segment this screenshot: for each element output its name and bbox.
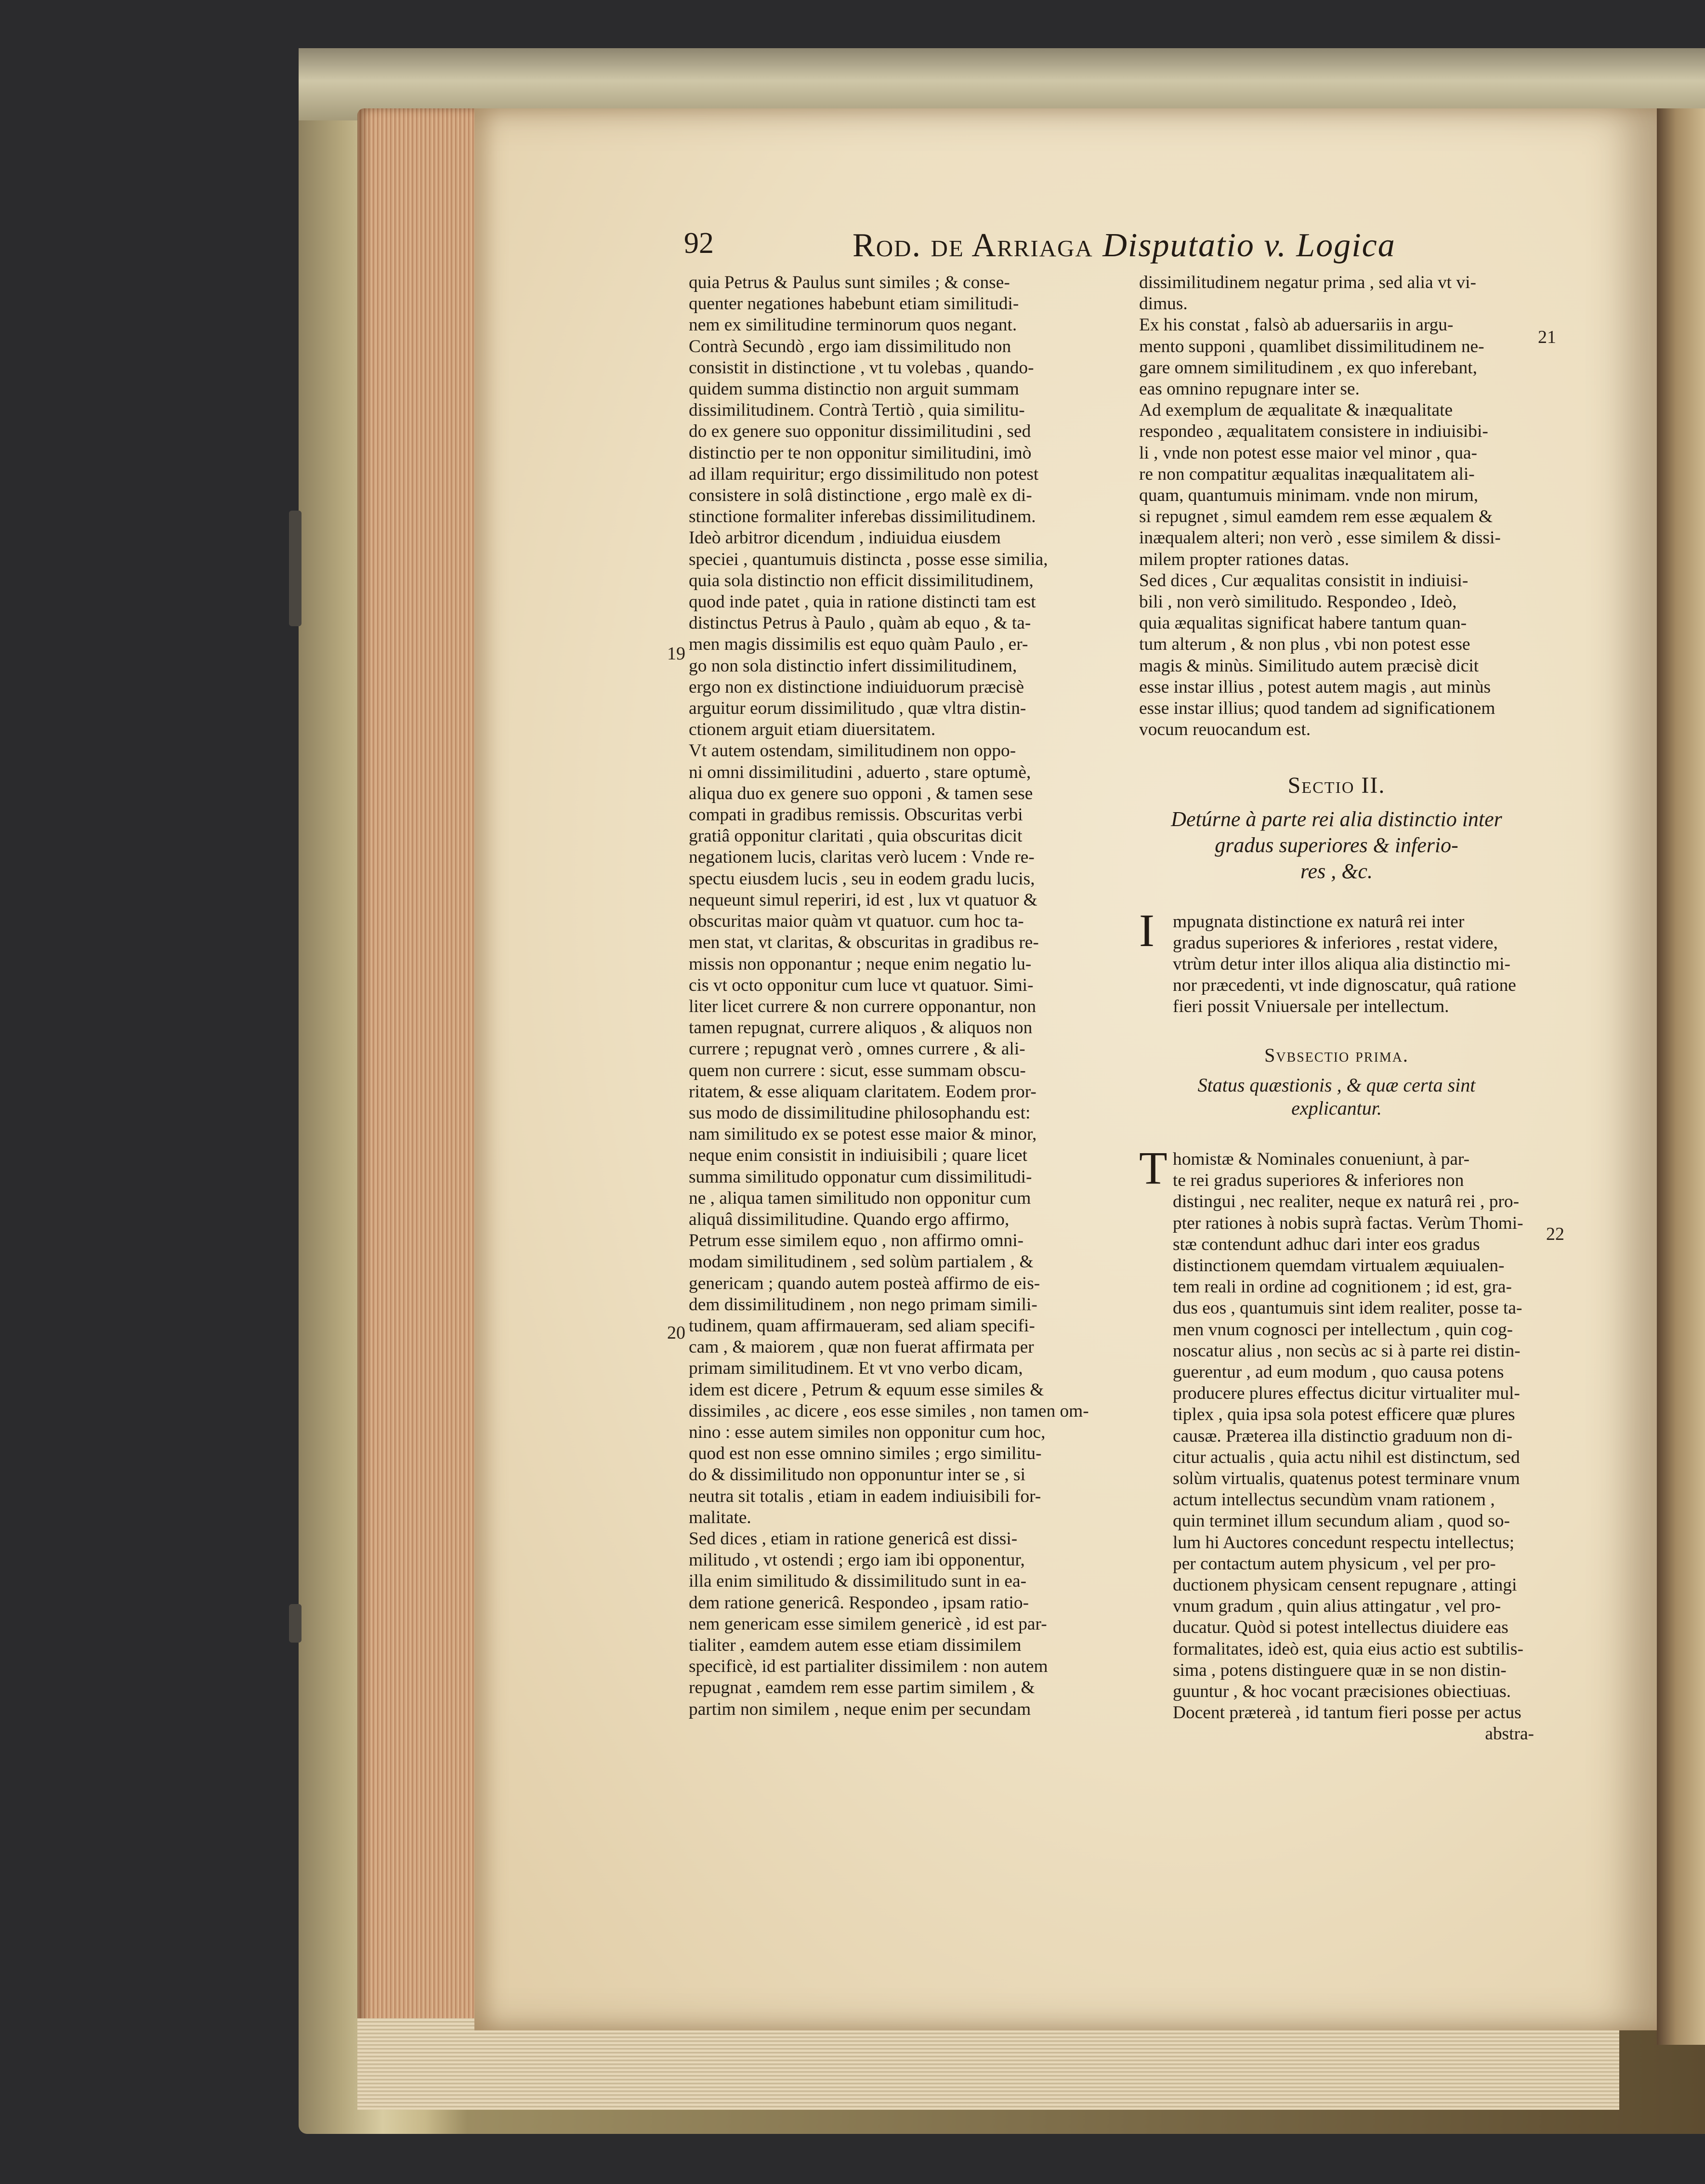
text-line: ductionem physicam censent repugnare , attingi — [1173, 1575, 1517, 1595]
text-line: dus eos , quantumuis sint idem realiter, posse ta- — [1173, 1298, 1522, 1318]
text-line: tialiter , eamdem autem esse etiam dissimilem — [689, 1635, 1022, 1655]
text-line: gradus superiores & inferio- — [1215, 833, 1458, 857]
text-line: nino : esse autem similes non opponitur cum hoc, — [689, 1422, 1046, 1442]
text-line: Ideò arbitror dicendum , indiuidua eiusdem — [689, 528, 1001, 548]
text-line: genericam ; quando autem posteà affirmo de eis- — [689, 1273, 1040, 1293]
text-line: negationem lucis, claritas verò lucem : Vnde re- — [689, 847, 1035, 868]
text-line: mento supponi , quamlibet dissimilitudinem ne- — [1139, 336, 1484, 356]
text-line: speciei , quantumuis distincta , posse esse similia, — [689, 549, 1048, 569]
text-line: Contrà Secundò , ergo iam dissimilitudo non — [689, 336, 1011, 356]
text-line: liter licet currere & non currere opponantur, non — [689, 996, 1036, 1016]
text-line: quam, quantumuis minimam. vnde non mirum, — [1139, 486, 1479, 506]
text-line: noscatur alius , non secùs ac si à parte rei distin- — [1173, 1341, 1521, 1361]
text-line: nor præcedenti, vt inde dignoscatur, quâ ratione — [1173, 975, 1516, 996]
impugnata-lines — [1173, 911, 1534, 1018]
text-line: quia Petrus & Paulus sunt similes ; & conse- — [689, 273, 1010, 292]
text-line: neutra sit totalis , etiam in eadem indiuisibili for- — [689, 1486, 1041, 1506]
text-line: magis & minùs. Similitudo autem præcisè dicit — [1139, 656, 1479, 676]
text-line: nam similitudo ex se potest esse maior & minor, — [689, 1124, 1037, 1145]
text-line: explicantur. — [1291, 1097, 1382, 1119]
text-line: primam similitudinem. Et vt vno verbo dicam, — [689, 1358, 1023, 1379]
text-line: Petrum esse similem equo , non affirmo omni- — [689, 1231, 1024, 1251]
text-line: nequeunt simul reperiri, id est , lux vt quatuor & — [689, 890, 1037, 910]
text-line: sima , potens distinguere quæ in se non distin- — [1173, 1660, 1507, 1680]
text-line: actum intellectus secundùm vnam rationem , — [1173, 1490, 1495, 1510]
text-line: nem genericam esse similem genericè , id est par- — [689, 1614, 1047, 1634]
text-line: ctionem arguit etiam diuersitatem. — [689, 720, 936, 740]
text-line: Docent prætereà , id tantum fieri posse per actus — [1173, 1703, 1521, 1723]
text-line: sus modo de dissimilitudine philosophandu est: — [689, 1103, 1031, 1123]
text-line: malitate. — [689, 1507, 751, 1527]
text-line: cis vt octo opponitur cum luce vt quatuor. Simi- — [689, 975, 1034, 995]
section-subtitle — [1139, 806, 1534, 884]
text-line: quia sola distinctio non efficit dissimilitudinem, — [689, 570, 1034, 591]
text-line: modam similitudinem , sed solùm partialem , & — [689, 1252, 1034, 1272]
text-line: tamen repugnat, currere aliquos , & aliquos non — [689, 1018, 1033, 1038]
text-line: ad illam requiritur; ergo dissimilitudo non potest — [689, 464, 1039, 484]
text-line: nem ex similitudine terminorum quos negant. — [689, 315, 1017, 335]
text-line: mpugnata distinctione ex naturâ rei inter — [1173, 911, 1465, 932]
text-line: esse instar illius , potest autem magis , aut minùs — [1139, 677, 1491, 697]
margin-number-21: 21 — [1538, 327, 1556, 347]
left-column — [689, 272, 1129, 1720]
text-line: Sed dices , Cur æqualitas consistit in indiuisi- — [1139, 570, 1469, 591]
text-line: lum hi Auctores concedunt respectu intellectus; — [1173, 1532, 1515, 1552]
text-line: do & dissimilitudo non opponuntur inter se , si — [689, 1465, 1025, 1485]
text-line: men magis dissimilis est equo quàm Paulo , er- — [689, 634, 1028, 655]
text-line: fieri possit Vniuersale per intellectum. — [1173, 997, 1449, 1017]
thomistae-lines — [1173, 1149, 1534, 1724]
text-line: dissimilitudinem negatur prima , sed alia vt vi- — [1139, 273, 1476, 292]
text-line: consistere in solâ distinctione , ergo malè ex di- — [689, 486, 1032, 506]
text-line: ergo non ex distinctione indiuiduorum præcisè — [689, 677, 1024, 697]
text-line: tiplex , quia ipsa sola potest efficere quæ plures — [1173, 1405, 1515, 1425]
text-line: quem non currere : sicut, esse summam obscu- — [689, 1060, 1026, 1080]
text-line: dem dissimilitudinem , non nego primam simili- — [689, 1294, 1037, 1315]
text-line: repugnat , eamdem rem esse partim similem , & — [689, 1678, 1035, 1698]
text-line: stinctione formaliter inferebas dissimilitudinem. — [689, 507, 1036, 527]
text-line: ducatur. Quòd si potest intellectus diuidere eas — [1173, 1618, 1508, 1638]
subsection-subtitle — [1139, 1074, 1534, 1120]
text-line: Ex his constat , falsò ab aduersariis in argu- — [1139, 315, 1454, 335]
dropcap-t: T — [1139, 1142, 1167, 1194]
text-line: Vt autem ostendam, similitudinem non oppo- — [689, 741, 1016, 761]
text-line: militudo , vt ostendi ; ergo iam ibi opponentur, — [689, 1550, 1025, 1570]
catchword: abstra- — [1485, 1724, 1534, 1744]
text-line: consistit in distinctione , vt tu volebas , quando- — [689, 357, 1034, 378]
text-line: causæ. Præterea illa distinctio graduum non di- — [1173, 1426, 1513, 1446]
text-line: li , vnde non potest esse maior vel minor , qua- — [1139, 443, 1477, 463]
page-number: 92 — [684, 227, 714, 260]
text-line: homistæ & Nominales conueniunt, à par- — [1173, 1149, 1470, 1169]
text-line: Sed dices , etiam in ratione genericâ est dissi- — [689, 1528, 1018, 1549]
text-line: do ex genere suo opponitur dissimilitudini , sed — [689, 421, 1031, 442]
text-line: stæ contendunt adhuc dari inter eos gradus — [1173, 1234, 1480, 1254]
margin-number-22: 22 — [1546, 1224, 1564, 1244]
text-line: tudinem, quam affirmaueram, sed aliam specifi- — [689, 1316, 1035, 1336]
section-title: Sectio II. — [1287, 773, 1386, 799]
running-title-work: Disputatio v. Logica — [1102, 227, 1396, 264]
text-line: summa similitudo opponatur cum dissimilitudi- — [689, 1167, 1032, 1187]
text-line: si repugnet , simul eamdem rem esse æqualem & — [1139, 507, 1493, 527]
text-line: quenter negationes habebunt etiam similitudi- — [689, 294, 1019, 314]
text-line: solùm virtualis, quatenus potest terminare vnum — [1173, 1468, 1520, 1488]
text-line: gradus superiores & inferiores , restat videre, — [1173, 933, 1498, 953]
text-line: obscuritas maior quàm vt quatuor. cum hoc ta- — [689, 911, 1024, 932]
text-line: dimus. — [1139, 294, 1188, 314]
text-line: cam , & maiorem , quæ non fuerat affirmata per — [689, 1337, 1034, 1357]
dropcap-i: I — [1139, 904, 1154, 956]
margin-number-20: 20 — [667, 1323, 685, 1343]
text-line: respondeo , æqualitatem consistere in indiuisibi- — [1139, 421, 1488, 442]
text-line: ne , aliqua tamen similitudo non opponitur cum — [689, 1188, 1031, 1208]
text-line: quod est non esse omnino similes ; ergo similitu- — [689, 1444, 1042, 1464]
text-line: dissimiles , ac dicere , eos esse similes , non tamen om- — [689, 1401, 1089, 1421]
margin-number-19: 19 — [667, 644, 685, 664]
text-line: missis non opponantur ; neque enim negatio lu- — [689, 954, 1032, 974]
text-line: inæqualem alteri; non verò , esse similem & dissi- — [1139, 528, 1501, 548]
text-line: quia æqualitas significat habere tantum quan- — [1139, 613, 1467, 633]
text-line: gare omnem similitudinem , ex quo inferebant, — [1139, 357, 1477, 378]
right-column — [1139, 272, 1534, 1745]
text-line: milem propter rationes datas. — [1139, 549, 1350, 569]
thomistae-paragraph — [1139, 1142, 1534, 1724]
text-line: guuntur , & hoc vocant præcisiones obiectiuas. — [1173, 1681, 1511, 1701]
text-line: neque enim consistit in indiuisibili ; quare licet — [689, 1145, 1028, 1166]
text-line: res , &c. — [1300, 859, 1373, 883]
text-line: men vnum cognosci per intellectum , quin cog- — [1173, 1319, 1513, 1340]
text-line: vtrùm detur inter illos aliqua alia distinctio mi- — [1173, 954, 1510, 974]
text-line: producere plures effectus dicitur virtualiter mul- — [1173, 1383, 1520, 1404]
text-line: bili , non verò similitudo. Respondeo , Ideò, — [1139, 592, 1457, 612]
text-line: distingui , nec realiter, neque ex naturâ rei , pro- — [1173, 1192, 1520, 1212]
text-line: quidem summa distinctio non arguit summam — [689, 379, 1019, 399]
text-line: arguitur eorum dissimilitudo , quæ vltra distin- — [689, 698, 1026, 719]
impugnata-paragraph — [1139, 904, 1534, 1018]
text-line: tem reali in ordine ad cognitionem ; id est, gra- — [1173, 1277, 1512, 1297]
page-header — [684, 226, 1406, 275]
text-line: dem ratione genericâ. Respondeo , ipsam ratio- — [689, 1592, 1029, 1613]
text-line: currere ; repugnat verò , omnes currere , & ali- — [689, 1039, 1025, 1059]
text-line: distinctus Petrus à Paulo , quàm ab equo , & ta- — [689, 613, 1031, 633]
text-line: idem est dicere , Petrum & equum esse similes & — [689, 1380, 1044, 1400]
text-line: re non compatitur æqualitas inæqualitatem ali- — [1139, 464, 1475, 484]
text-line: specificè, id est partialiter dissimilem : non autem — [689, 1657, 1048, 1677]
right-column-top-text — [1139, 272, 1534, 740]
text-line: tum alterum , & non plus , vbi non potest esse — [1139, 634, 1470, 655]
text-line: pter rationes à nobis suprà factas. Verùm Thomi- — [1173, 1213, 1523, 1233]
text-line: aliquâ dissimilitudine. Quando ergo affirmo, — [689, 1209, 1010, 1229]
text-line: esse instar illius; quod tandem ad significationem — [1139, 698, 1495, 719]
text-line: aliqua duo ex genere suo opponi , & tamen sese — [689, 783, 1033, 803]
text-line: Status quæstionis , & quæ certa sint — [1197, 1074, 1476, 1096]
text-line: vnum gradum , quin alius attingatur , vel pro- — [1173, 1596, 1501, 1617]
text-line: eas omnino repugnare inter se. — [1139, 379, 1360, 399]
text-line: citur actualis , quia actu nihil est distinctum, sed — [1173, 1447, 1520, 1467]
text-line: quin terminet illum secundum aliam , quod so- — [1173, 1511, 1510, 1531]
text-line: vocum reuocandum est. — [1139, 720, 1311, 740]
text-line: ni omni dissimilitudini , aduerto , stare optumè, — [689, 762, 1031, 782]
text-line: go non sola distinctio infert dissimilitudinem, — [689, 656, 1017, 676]
running-title — [852, 226, 1396, 265]
running-title-author: Rod. de Arriaga — [852, 227, 1093, 264]
subsection-title: Svbsectio prima. — [1264, 1044, 1409, 1066]
text-line: distinctionem quemdam virtualem æquiualen- — [1173, 1255, 1505, 1276]
text-line: formalitates, ideò est, quia eius actio est subtilis- — [1173, 1639, 1523, 1659]
text-line: gratiâ opponitur claritati , quia obscuritas dicit — [689, 826, 1023, 846]
text-line: men stat, vt claritas, & obscuritas in gradibus re- — [689, 933, 1039, 953]
text-line: guerentur , ad eum modum , quo causa potens — [1173, 1362, 1504, 1382]
text-line: dissimilitudinem. Contrà Tertiò , quia similitu- — [689, 400, 1025, 421]
text-line: compati in gradibus remissis. Obscuritas verbi — [689, 805, 1023, 825]
text-line: distinctio per te non opponitur similitudini, imò — [689, 443, 1032, 463]
text-line: Detúrne à parte rei alia distinctio inter — [1171, 807, 1502, 831]
text-line: ritatem, & esse aliquam claritatem. Eodem pror- — [689, 1081, 1036, 1102]
text-line: Ad exemplum de æqualitate & inæqualitate — [1139, 400, 1453, 421]
text-line: per contactum autem physicum , vel per pro- — [1173, 1553, 1496, 1574]
text-line: te rei gradus superiores & inferiores non — [1173, 1171, 1464, 1191]
text-line: quod inde patet , quia in ratione distincti tam est — [689, 592, 1036, 612]
text-line: spectu eiusdem lucis , seu in eodem gradu lucis, — [689, 868, 1035, 889]
text-line: illa enim similitudo & dissimilitudo sunt in ea- — [689, 1571, 1027, 1592]
text-line: partim non similem , neque enim per secundam — [689, 1699, 1031, 1719]
